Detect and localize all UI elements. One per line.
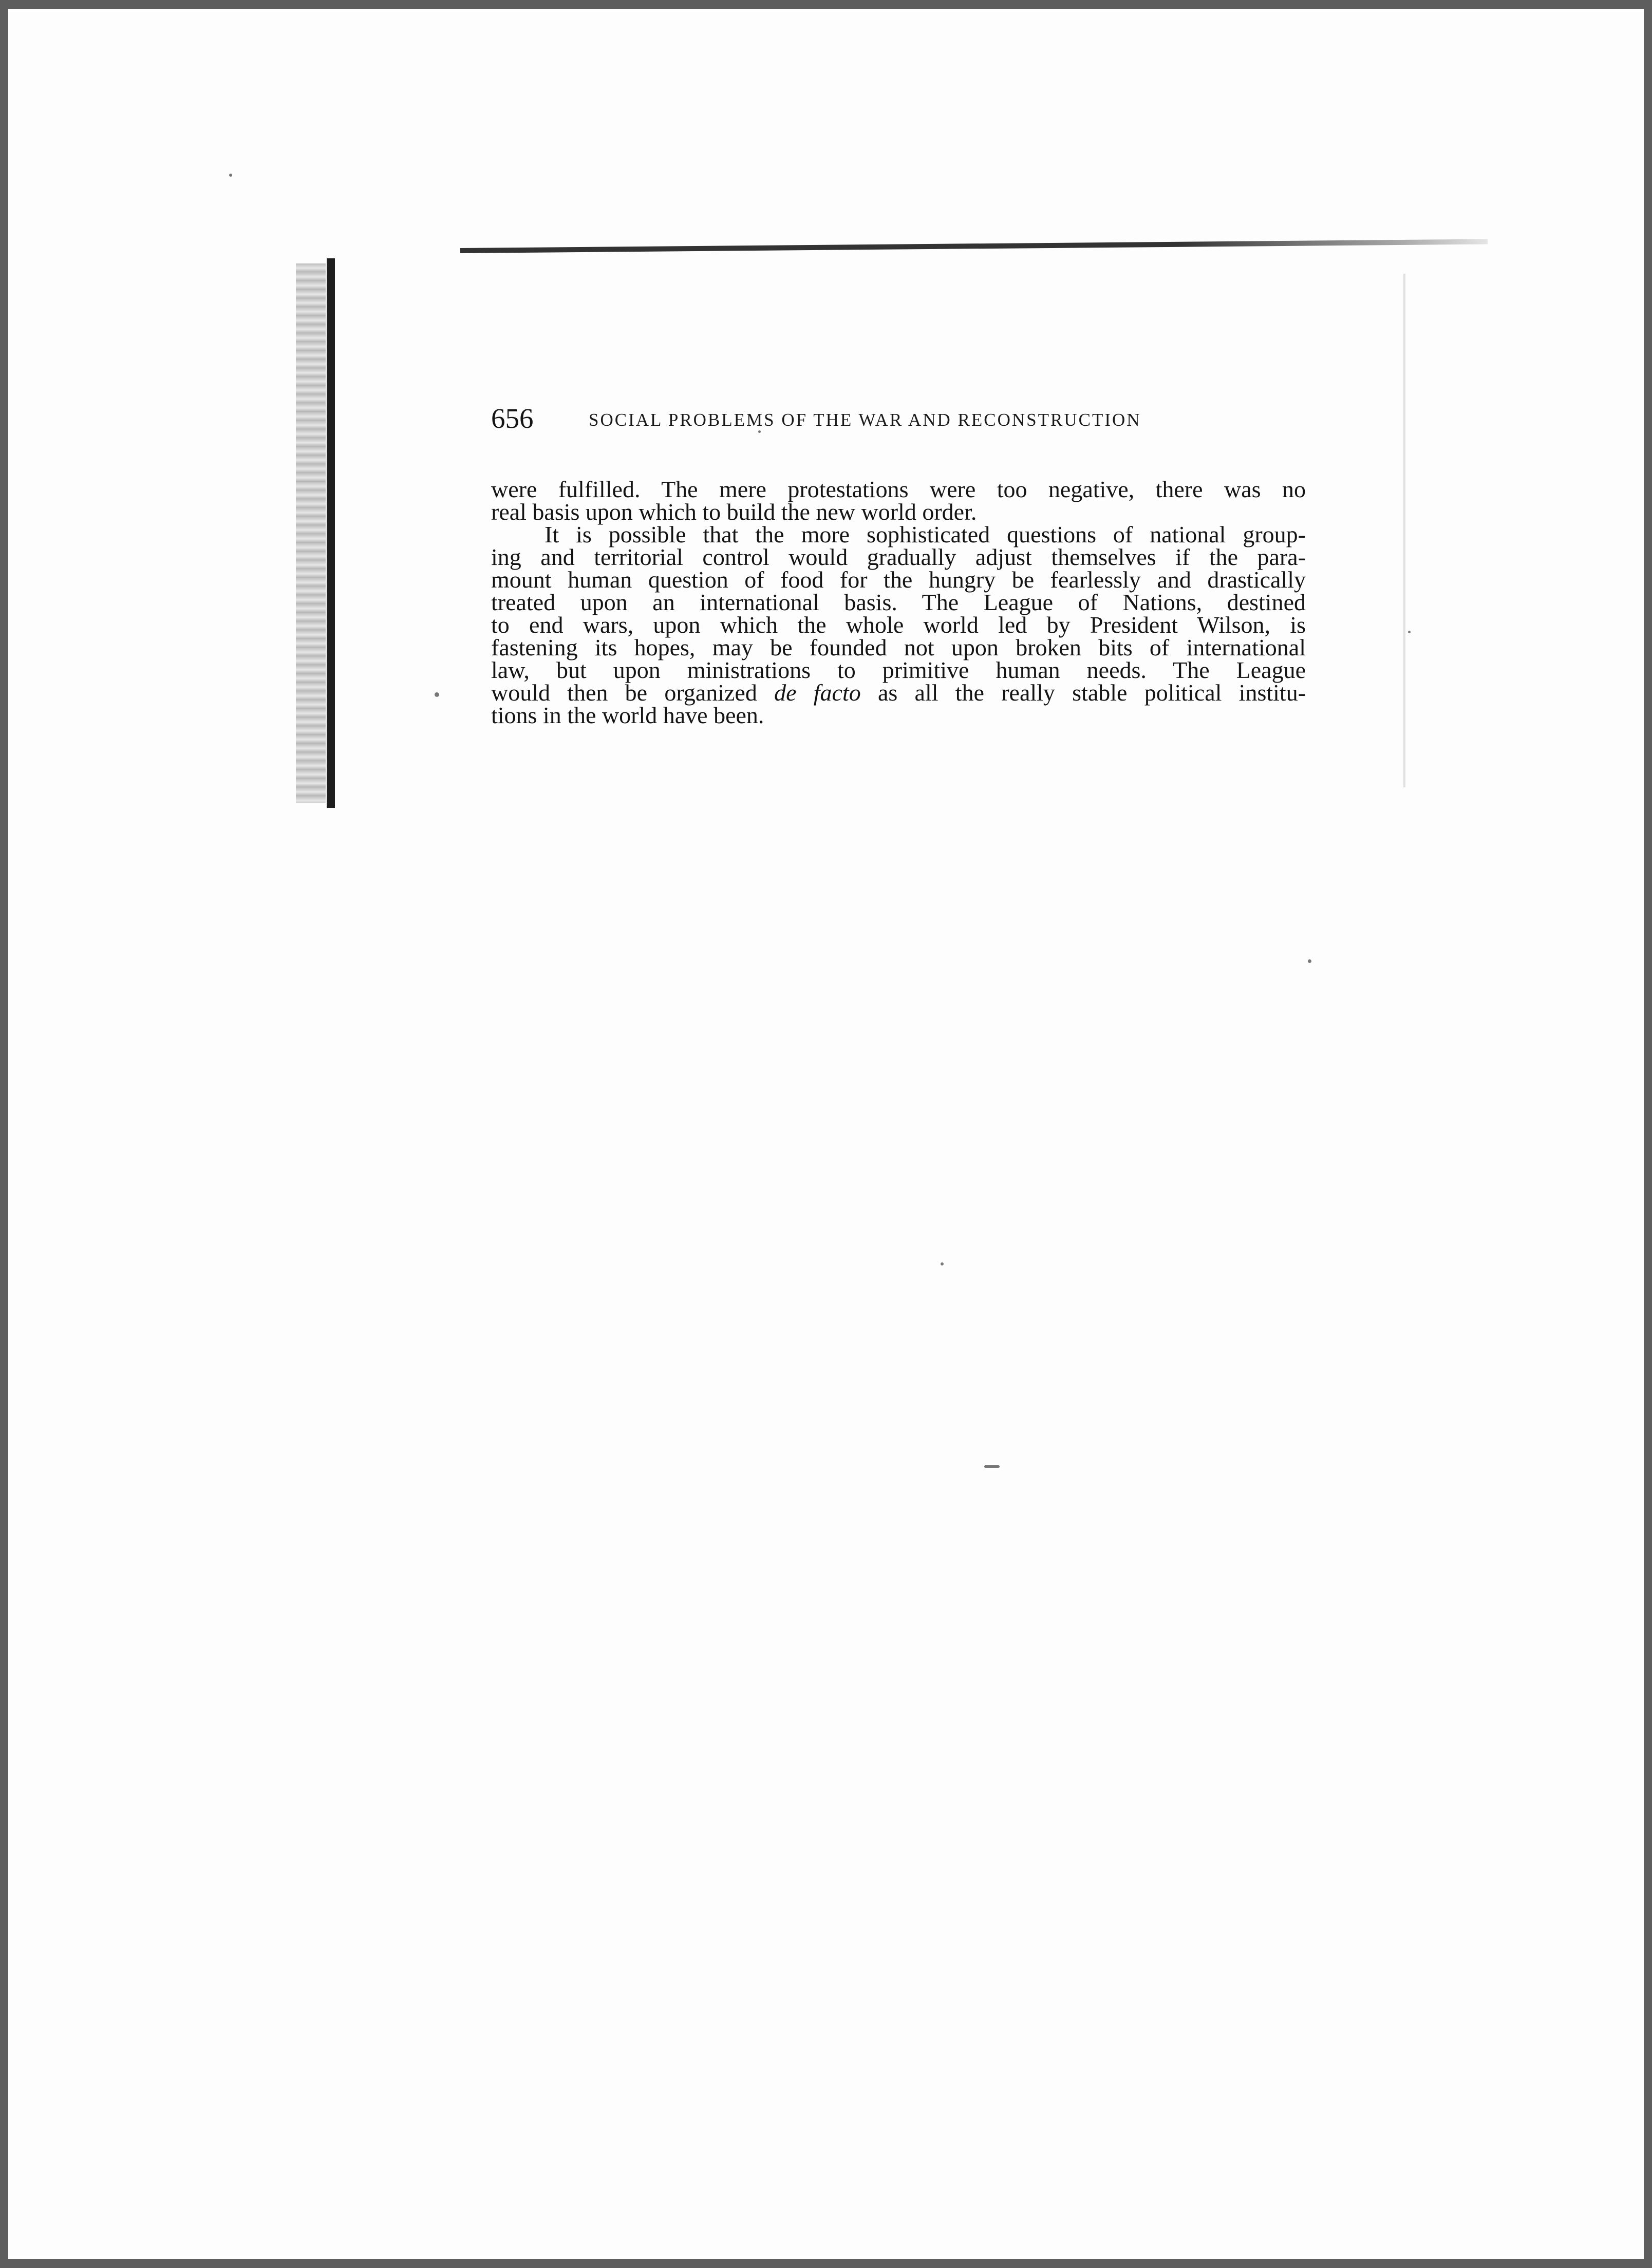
text-line: real basis upon which to build the new world order. [491, 499, 977, 525]
italic-term: de facto [774, 679, 861, 706]
scan-speck [984, 1465, 1000, 1468]
scan-speck [435, 692, 439, 697]
page-number: 656 [491, 403, 534, 434]
scanned-page [8, 9, 1644, 2259]
clipping-top-edge [460, 239, 1488, 253]
text-line: treated upon an international basis. The League of Nations, destined [491, 589, 1306, 615]
clipping-right-edge [1403, 274, 1405, 787]
book-clipping [296, 248, 1405, 800]
text-segment: as all the really stable political institu- [878, 679, 1306, 706]
scan-speck [1408, 631, 1411, 633]
text-line: tions in the world have been. [491, 702, 764, 728]
scan-speck [229, 174, 232, 177]
body-text [491, 478, 1306, 727]
text-line: ing and territorial control would gradually adjust themselves if the para- [491, 544, 1306, 570]
text-segment: would then be organized [491, 679, 757, 706]
text-line: fastening its hopes, may be founded not upon broken bits of international [491, 634, 1306, 660]
text-line: mount human question of food for the hungry be fearlessly and drastically [491, 566, 1306, 593]
running-head-title: SOCIAL PROBLEMS OF THE WAR AND RECONSTRUCTION [589, 410, 1141, 430]
spine-shadow [296, 263, 326, 803]
text-line [491, 679, 1306, 706]
text-line: to end wars, upon which the whole world led by President Wilson, is [491, 612, 1306, 638]
scan-speck [1308, 959, 1311, 963]
scan-speck [941, 1262, 944, 1265]
text-line: were fulfilled. The mere protestations were too negative, there was no [491, 476, 1306, 502]
text-line: It is possible that the more sophisticated questions of national group- [545, 521, 1306, 547]
scan-speck [758, 430, 761, 433]
book-spine-edge [327, 258, 335, 808]
text-line: law, but upon ministrations to primitive human needs. The League [491, 657, 1306, 683]
running-head [491, 402, 1277, 435]
